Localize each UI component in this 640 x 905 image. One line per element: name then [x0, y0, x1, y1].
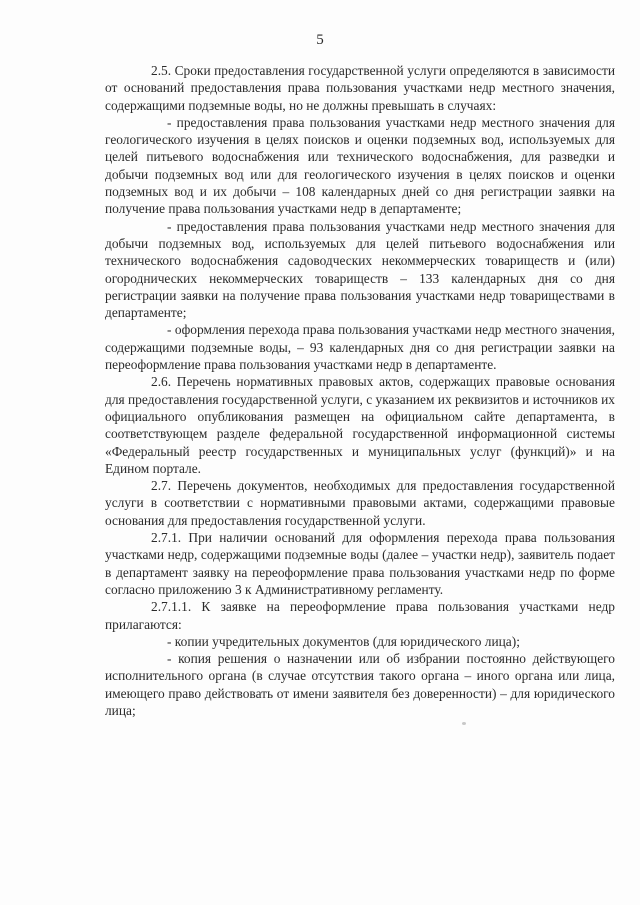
paragraph-2-7-1-1: 2.7.1.1. К заявке на переоформление права пользования участками недр прилагаются:	[105, 599, 615, 632]
paragraph-2-6: 2.6. Перечень нормативных правовых актов, содержащих правовые основания для предоставления государственной услуги, с указанием их реквизитов и источников их официального опубликования размещен на официальном сайте департамента, в соответствующем разделе федеральной государственной информационной системы «Федеральный реестр государственных и муниципальных услуг (функций)» и на Едином портале.	[105, 374, 615, 476]
list-item-appointment-decision: - копия решения о назначении или об избрании постоянно действующего исполнительного органа (в случае отсутствия такого органа – иного органа или лица, имеющего право действовать от имени заявителя без доверенности) – для юридического лица;	[105, 651, 615, 718]
page-number: 5	[316, 32, 324, 48]
list-item-water-extraction: - предоставления права пользования участками недр местного значения для добычи подземных вод, используемых для целей питьевого водоснабжения или технического водоснабжения садоводческих некоммерческих товариществ и (или) огороднических некоммерческих товариществ – 133 календарных дня со дня регистрации заявки на получение права пользования участками недр товариществами в департаменте;	[105, 218, 615, 321]
document-body	[105, 62, 615, 719]
paragraph-2-5: 2.5. Сроки предоставления государственной услуги определяются в зависимости от оснований предоставления права пользования участками недр местного значения, содержащими подземные воды, но не должны превышать в случаях:	[105, 63, 615, 113]
paragraph-2-7-1: 2.7.1. При наличии оснований для оформления перехода права пользования участками недр, содержащими подземные воды (далее – участки недр), заявитель подает в департамент заявку на переоформление права пользования участками недр по форме согласно приложению 3 к Административному регламенту.	[105, 530, 615, 597]
list-item-right-transfer: - оформления перехода права пользования участками недр местного значения, содержащими подземные воды, – 93 календарных дня со дня регистрации заявки на переоформление права пользования участками недр в департаменте.	[105, 322, 615, 373]
scan-speck	[462, 722, 466, 725]
list-item-geological-study: - предоставления права пользования участками недр местного значения для геологического изучения в целях поисков и оценки подземных вод, используемых для целей питьевого водоснабжения или технического водоснабжения, для разведки и добычи подземных вод или для геологического изучения в целях поисков и оценки подземных вод и их добычи – 108 календарных дней со дня регистрации заявки на получение права пользования участками недр в департаменте;	[105, 114, 615, 217]
list-item-founding-documents: - копии учредительных документов (для юридического лица);	[167, 633, 520, 649]
paragraph-2-7: 2.7. Перечень документов, необходимых для предоставления государственной услуги в соответствии с нормативными правовыми актами, содержащими правовые основания для предоставления государственной услуги.	[105, 478, 615, 528]
